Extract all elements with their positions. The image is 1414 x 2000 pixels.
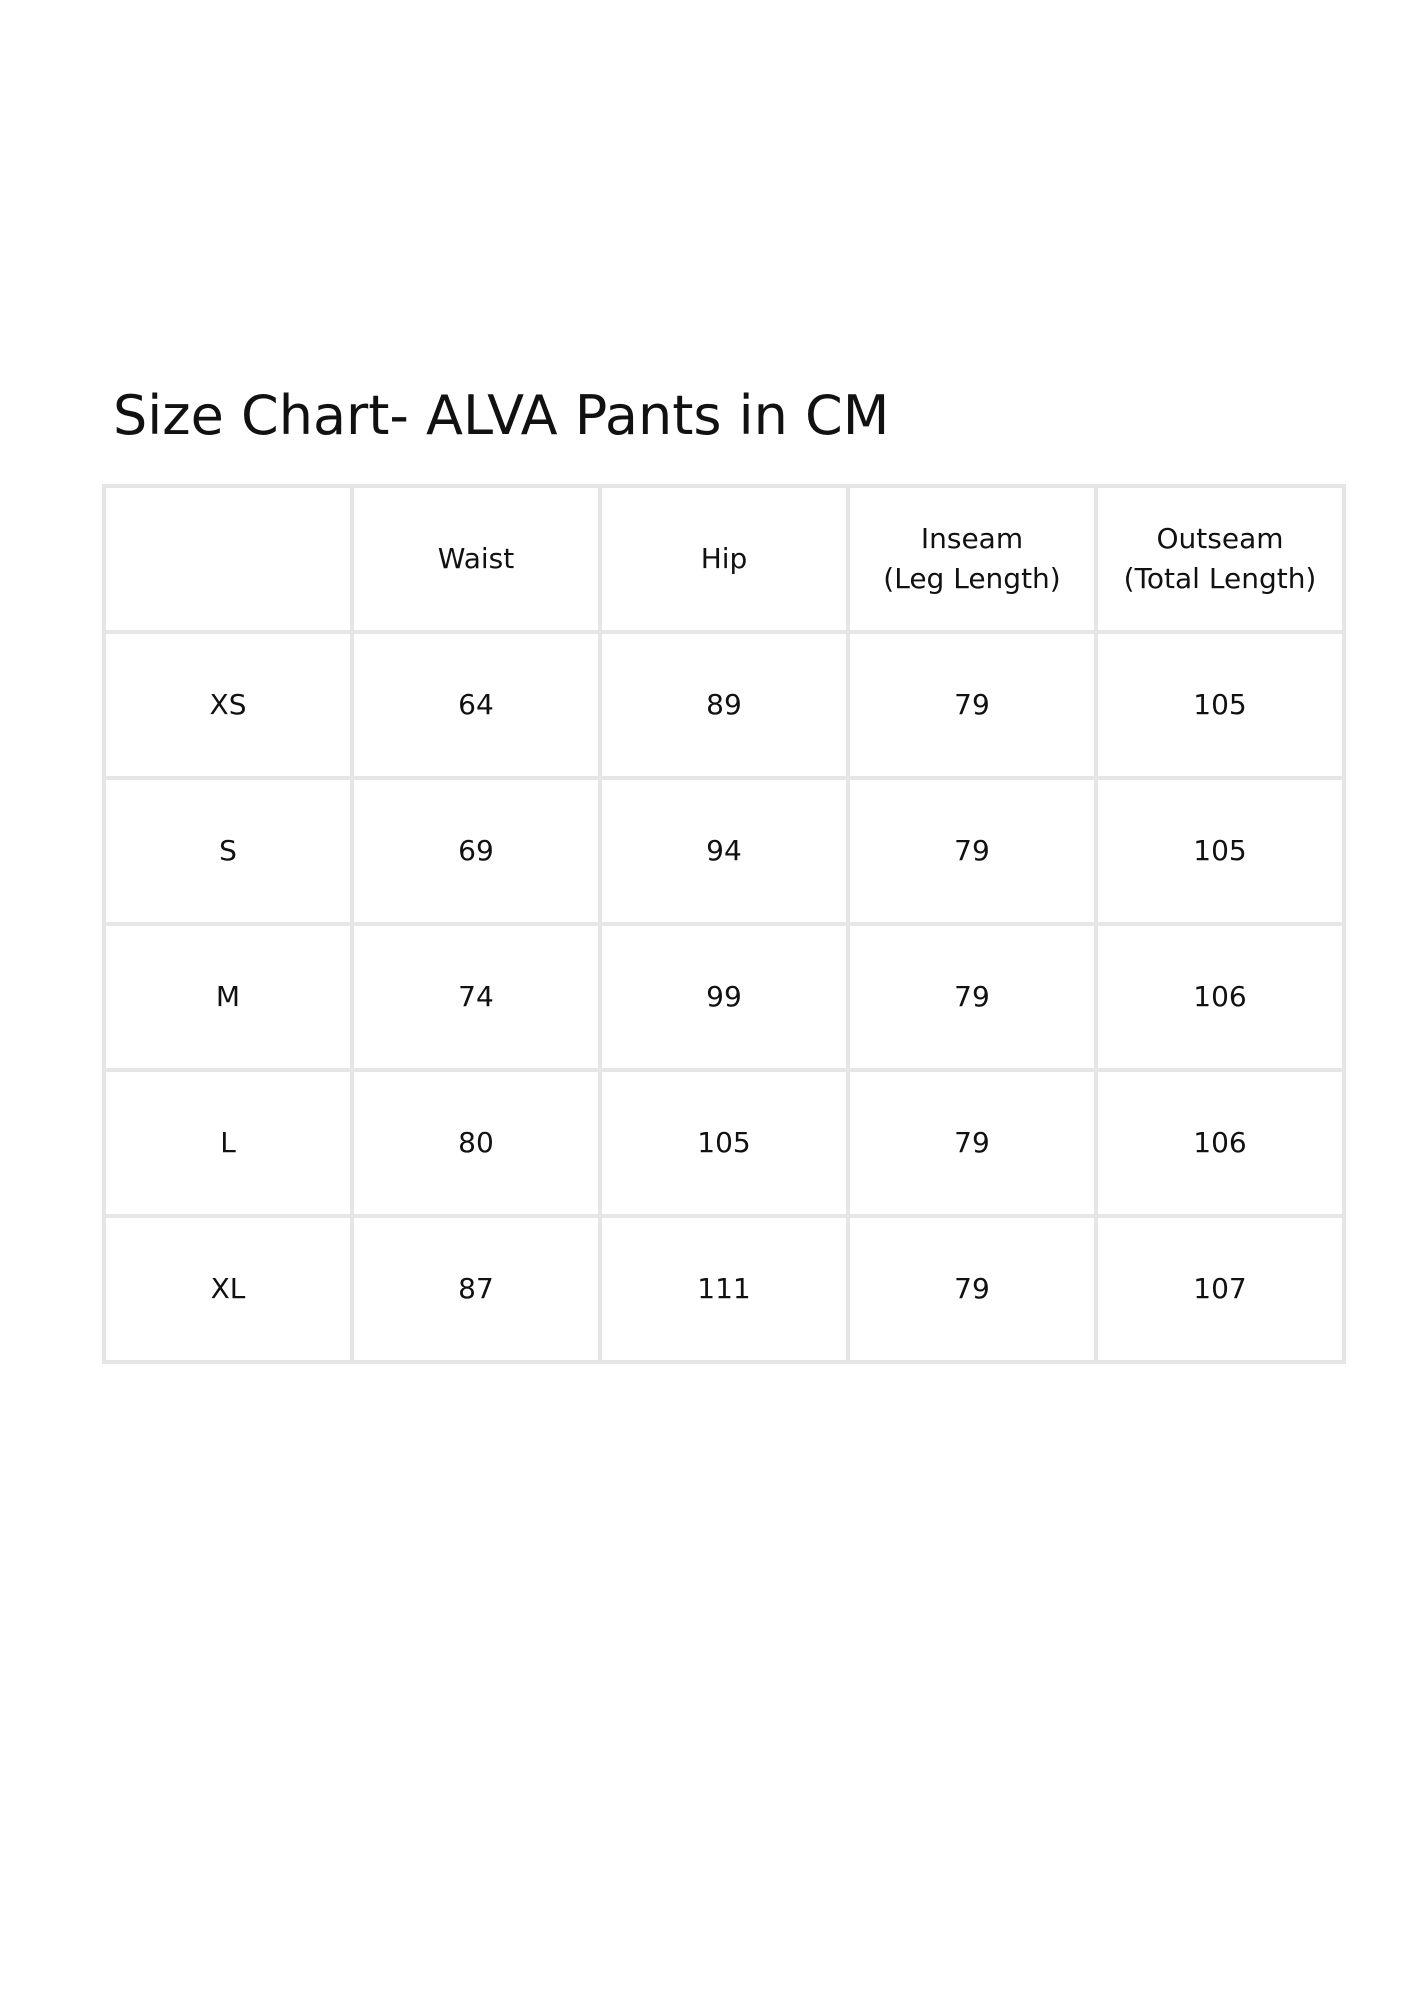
header-outseam (1096, 486, 1344, 632)
size-chart-table (102, 484, 1346, 1364)
inseam-cell: 79 (848, 778, 1096, 924)
waist-cell: 69 (352, 778, 600, 924)
page-title: Size Chart- ALVA Pants in CM (113, 384, 890, 447)
size-cell: S (104, 778, 352, 924)
size-cell: XL (104, 1216, 352, 1362)
hip-cell: 94 (600, 778, 848, 924)
waist-cell: 64 (352, 632, 600, 778)
table-header-row (104, 486, 1344, 632)
outseam-cell: 107 (1096, 1216, 1344, 1362)
outseam-cell: 106 (1096, 924, 1344, 1070)
size-cell: M (104, 924, 352, 1070)
inseam-cell: 79 (848, 632, 1096, 778)
hip-cell: 105 (600, 1070, 848, 1216)
header-outseam-sublabel: (Total Length) (1123, 562, 1317, 595)
table-row (104, 1216, 1344, 1362)
waist-cell: 87 (352, 1216, 600, 1362)
header-inseam-sublabel: (Leg Length) (883, 562, 1061, 595)
hip-cell: 89 (600, 632, 848, 778)
table-row (104, 632, 1344, 778)
table-row (104, 924, 1344, 1070)
hip-cell: 111 (600, 1216, 848, 1362)
size-cell: L (104, 1070, 352, 1216)
inseam-cell: 79 (848, 1070, 1096, 1216)
hip-cell: 99 (600, 924, 848, 1070)
header-hip: Hip (600, 486, 848, 632)
header-inseam-label: Inseam (920, 522, 1024, 555)
waist-cell: 80 (352, 1070, 600, 1216)
header-corner-cell (104, 486, 352, 632)
table-row (104, 778, 1344, 924)
waist-cell: 74 (352, 924, 600, 1070)
header-waist: Waist (352, 486, 600, 632)
header-outseam-label: Outseam (1156, 522, 1284, 555)
inseam-cell: 79 (848, 1216, 1096, 1362)
size-cell: XS (104, 632, 352, 778)
inseam-cell: 79 (848, 924, 1096, 1070)
table-row (104, 1070, 1344, 1216)
outseam-cell: 105 (1096, 778, 1344, 924)
outseam-cell: 106 (1096, 1070, 1344, 1216)
header-inseam (848, 486, 1096, 632)
outseam-cell: 105 (1096, 632, 1344, 778)
